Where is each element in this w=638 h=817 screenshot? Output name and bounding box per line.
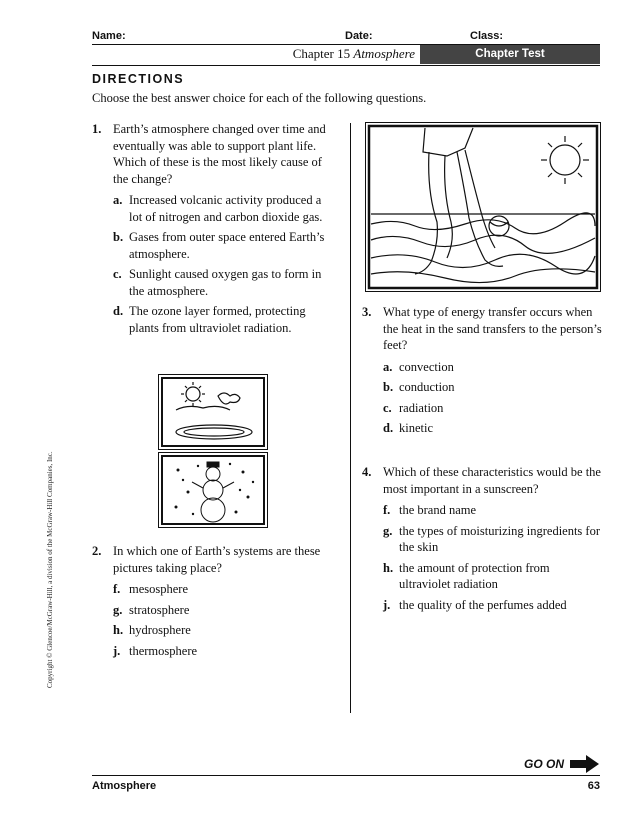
footer-section: Atmosphere	[92, 780, 157, 792]
copyright-notice: Copyright © Glencoe/McGraw-Hill, a division of the McGraw-Hill Companies, Inc.	[46, 451, 54, 688]
answer-option[interactable]: b. Gases from outer space entered Earth’s atmosphere.	[113, 230, 325, 261]
header-rule-bottom	[92, 65, 600, 66]
chapter-title: Chapter 15 Atmosphere	[292, 46, 415, 61]
question-1: 1. Earth’s atmosphere changed over time and eventually was able to support plant life. Which of these is the most likely cause of the change? a. Increased volcanic activity produced a lot of nitrogen and carbon dioxide gas. b. Gases from outer space entered Earth’s atmosphere. c. Sunlight caused oxygen gas to form in the atmosphere. d. The ozone layer formed, protecting plants from ultraviolet radiation.	[92, 121, 337, 336]
directions-text: Choose the best answer choice for each of the following questions.	[92, 91, 427, 105]
answer-option[interactable]: b. conduction	[383, 380, 455, 394]
snowman-picture	[158, 452, 268, 528]
question-4: 4. Which of these characteristics would be the most important in a sunscreen? f. the brand name g. the types of moisturizing ingredients for the skin h. the amount of protection from ultraviolet radiation j. the quality of the perfumes added	[362, 465, 601, 612]
directions-heading: DIRECTIONS	[92, 72, 185, 86]
beach-feet-sand-picture	[365, 122, 601, 292]
answer-option[interactable]: c. radiation	[383, 400, 444, 415]
go-on-label: GO ON	[524, 757, 565, 771]
answer-option[interactable]: c. Sunlight caused oxygen gas to form in the atmosphere.	[113, 267, 322, 298]
question-2: 2. In which one of Earth’s systems are these pictures taking place? f. mesosphere g. stratosphere h. hydrosphere j. thermosphere	[92, 543, 337, 659]
answer-option[interactable]: a. convection	[383, 359, 454, 374]
answer-option[interactable]: j. the quality of the perfumes added	[383, 597, 567, 612]
answer-option[interactable]: d. The ozone layer formed, protecting plants from ultraviolet radiation.	[113, 304, 306, 335]
answer-option[interactable]: g. the types of moisturizing ingredients for the skin	[383, 523, 601, 554]
date-label: Date:	[345, 30, 373, 42]
answer-option[interactable]: g. stratosphere	[113, 602, 190, 617]
answer-option[interactable]: d. kinetic	[383, 421, 434, 435]
question-3: 3. What type of energy transfer occurs when the heat in the sand transfers to the person’s feet? a. convection b. conduction c. radiation d. kinetic	[362, 305, 602, 435]
melting-ice-sun-picture	[158, 374, 268, 450]
answer-option[interactable]: h. hydrosphere	[113, 623, 191, 637]
column-divider	[350, 123, 351, 713]
class-label: Class:	[470, 30, 504, 42]
answer-option[interactable]: h. the amount of protection from ultraviolet radiation	[383, 560, 550, 591]
answer-option[interactable]: f. mesosphere	[113, 582, 189, 596]
footer-rule	[92, 775, 600, 776]
page-number: 63	[587, 780, 600, 792]
answer-option[interactable]: j. thermosphere	[113, 643, 198, 658]
name-label: Name:	[92, 30, 126, 42]
go-on-arrow-icon	[570, 755, 600, 773]
answer-option[interactable]: f. the brand name	[383, 503, 477, 517]
chapter-test-badge: Chapter Test	[420, 45, 600, 64]
answer-option[interactable]: a. Increased volcanic activity produced a lot of nitrogen and carbon dioxide gas.	[113, 193, 323, 224]
